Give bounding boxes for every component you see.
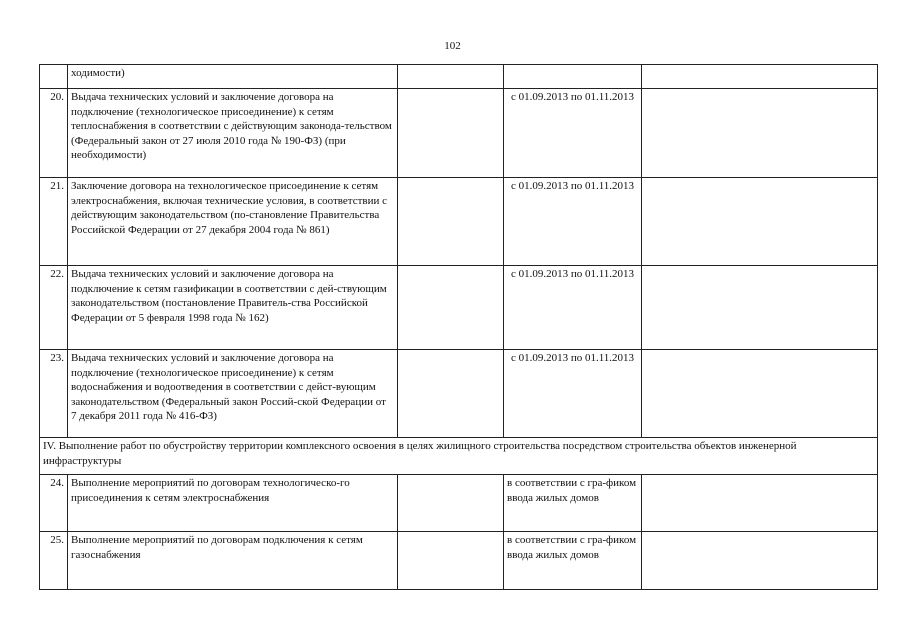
deadline-cell: с 01.09.2013 по 01.11.2013 (504, 89, 642, 178)
task-text: Выполнение мероприятий по договорам подключения к сетям газоснабжения (68, 532, 398, 590)
empty-cell (642, 65, 878, 89)
row-number: 24. (40, 475, 68, 532)
table-row (40, 350, 878, 438)
task-text: Выдача технических условий и заключение договора на подключение (технологическое присоединение) к сетям водоснабжения и водоотведения в соответствии с дейст-вующим законодательством (Федеральный закон Россий-ской Федерации от 7 декабря 2011 года № 416-ФЗ) (68, 350, 398, 438)
task-text: ходимости) (68, 65, 398, 89)
empty-cell (398, 532, 504, 590)
empty-cell (398, 89, 504, 178)
task-text: Выполнение мероприятий по договорам технологическо-го присоединения к сетям электроснабжения (68, 475, 398, 532)
page-number: 102 (444, 40, 461, 52)
table-row (40, 65, 878, 89)
section-heading: IV. Выполнение работ по обустройству территории комплексного освоения в целях жилищного строительства посредством строительства объектов инженерной инфраструктуры (40, 438, 878, 475)
empty-cell (398, 475, 504, 532)
row-number: 25. (40, 532, 68, 590)
deadline-cell: в соответствии с гра-фиком ввода жилых домов (504, 475, 642, 532)
plan-table (39, 64, 878, 590)
empty-cell (642, 475, 878, 532)
row-number: 20. (40, 89, 68, 178)
empty-cell (398, 350, 504, 438)
section-row (40, 438, 878, 475)
deadline-cell: с 01.09.2013 по 01.11.2013 (504, 266, 642, 350)
empty-cell (642, 89, 878, 178)
table-row (40, 532, 878, 590)
deadline-cell: в соответствии с гра-фиком ввода жилых домов (504, 532, 642, 590)
task-text: Заключение договора на технологическое присоединение к сетям электроснабжения, включая технические условия, в соответствии с действующим законодательством (по-становление Правительства Российской Федерации от 27 декабря 2004 года № 861) (68, 178, 398, 266)
empty-cell (642, 266, 878, 350)
empty-cell (398, 65, 504, 89)
empty-cell (398, 178, 504, 266)
deadline-cell (504, 65, 642, 89)
row-number: 21. (40, 178, 68, 266)
row-number: 22. (40, 266, 68, 350)
row-number (40, 65, 68, 89)
row-number: 23. (40, 350, 68, 438)
empty-cell (398, 266, 504, 350)
table-row (40, 89, 878, 178)
table-row (40, 178, 878, 266)
table-row (40, 475, 878, 532)
deadline-cell: с 01.09.2013 по 01.11.2013 (504, 350, 642, 438)
table-row (40, 266, 878, 350)
task-text: Выдача технических условий и заключение договора на подключение (технологическое присоединение) к сетям теплоснабжения в соответствии с действующим законода-тельством (Федеральный закон от 27 июля 2010 года № 190-ФЗ) (при необходимости) (68, 89, 398, 178)
empty-cell (642, 532, 878, 590)
deadline-cell: с 01.09.2013 по 01.11.2013 (504, 178, 642, 266)
empty-cell (642, 350, 878, 438)
task-text: Выдача технических условий и заключение договора на подключение к сетям газификации в соответствии с дей-ствующим законодательством (постановление Правитель-ства Российской Федерации от 5 февраля 1998 года № 162) (68, 266, 398, 350)
empty-cell (642, 178, 878, 266)
